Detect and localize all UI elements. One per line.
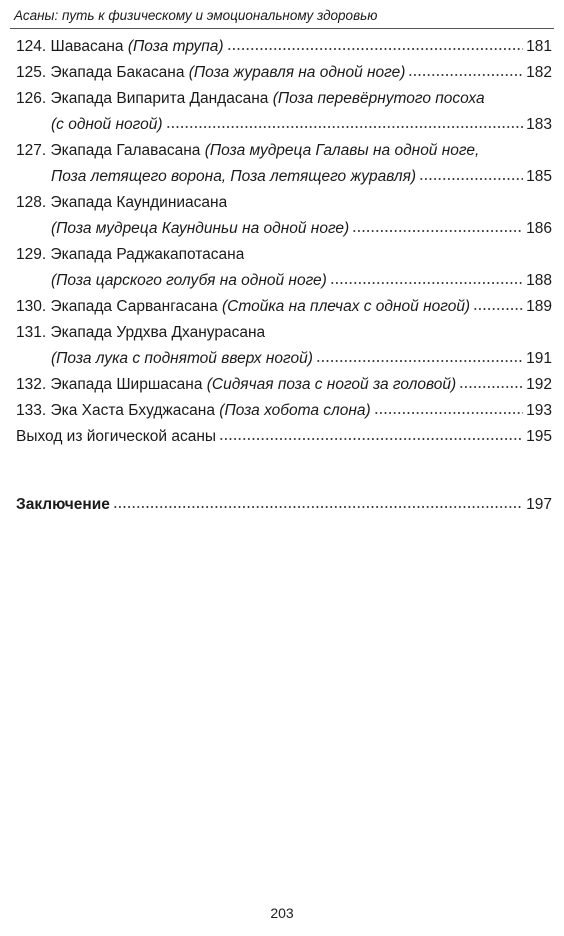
entry-pose-cont: (с одной ногой) — [51, 116, 163, 133]
entry-number: 125. — [16, 64, 47, 81]
table-of-contents — [16, 34, 558, 518]
dot-leader — [374, 401, 523, 415]
entry-page: 191 — [526, 350, 552, 367]
header-rule — [10, 28, 554, 29]
entry-pose-cont: (Поза лука с поднятой вверх ногой) — [51, 350, 313, 367]
entry-number: 124. — [16, 38, 47, 55]
entry-name: Шавасана — [50, 38, 124, 55]
entry-name: Экапада Галавасана — [50, 142, 201, 159]
entry-pose: (Поза перевёрнутого посоха — [272, 90, 485, 107]
entry-pose: (Стойка на плечах с одной ногой) — [222, 298, 471, 315]
toc-entry-conclusion[interactable] — [16, 492, 558, 518]
entry-number: 126. — [16, 90, 47, 107]
entry-page: 197 — [526, 496, 552, 513]
entry-page: 186 — [526, 220, 552, 237]
entry-name: Экапада Урдхва Дханурасана — [50, 324, 266, 341]
entry-number: 129. — [16, 246, 47, 263]
dot-leader — [352, 219, 523, 233]
entry-pose-cont: Поза летящего ворона, Поза летящего журавля) — [51, 168, 417, 185]
dot-leader — [459, 375, 523, 389]
entry-page: 181 — [526, 38, 552, 55]
toc-entry-126-cont[interactable] — [16, 112, 558, 138]
toc-entry-129[interactable] — [16, 242, 558, 268]
entry-name: Экапада Каундиниасана — [50, 194, 228, 211]
entry-pose-cont: (Поза царского голубя на одной ноге) — [51, 272, 327, 289]
entry-pose-cont: (Поза мудреца Каундиньи на одной ноге) — [51, 220, 350, 237]
entry-name: Экапада Сарвангасана — [50, 298, 218, 315]
toc-entry-129-cont[interactable] — [16, 268, 558, 294]
page-number: 203 — [270, 905, 294, 921]
toc-entry-130[interactable] — [16, 294, 558, 320]
entry-name: Экапада Раджакапотасана — [50, 246, 245, 263]
entry-name: Экапада Випарита Дандасана — [50, 90, 269, 107]
entry-number: 131. — [16, 324, 47, 341]
toc-entry-133[interactable] — [16, 398, 558, 424]
section-gap — [16, 450, 558, 492]
toc-entry-124[interactable] — [16, 34, 558, 60]
toc-entry-131-cont[interactable] — [16, 346, 558, 372]
entry-number: 132. — [16, 376, 47, 393]
dot-leader — [166, 115, 524, 129]
entry-pose: (Сидячая поза с ногой за головой) — [206, 376, 457, 393]
entry-page: 189 — [526, 298, 552, 315]
entry-page: 188 — [526, 272, 552, 289]
entry-name: Выход из йогической асаны — [16, 428, 217, 445]
toc-entry-125[interactable] — [16, 60, 558, 86]
toc-entry-exit[interactable] — [16, 424, 558, 450]
entry-page: 182 — [526, 64, 552, 81]
toc-entry-127[interactable] — [16, 138, 558, 164]
entry-number: 130. — [16, 298, 47, 315]
dot-leader — [408, 63, 523, 77]
entry-page: 195 — [526, 428, 552, 445]
entry-pose: (Поза трупа) — [127, 38, 224, 55]
entry-name: Экапада Ширшасана — [50, 376, 203, 393]
entry-number: 128. — [16, 194, 47, 211]
toc-entry-128-cont[interactable] — [16, 216, 558, 242]
toc-entry-132[interactable] — [16, 372, 558, 398]
running-header: Асаны: путь к физическому и эмоциональному здоровью — [14, 8, 378, 23]
entry-page: 192 — [526, 376, 552, 393]
dot-leader — [473, 297, 523, 311]
dot-leader — [219, 427, 523, 441]
dot-leader — [316, 349, 523, 363]
entry-number: 127. — [16, 142, 47, 159]
dot-leader — [330, 271, 523, 285]
dot-leader — [419, 167, 523, 181]
dot-leader — [227, 37, 524, 51]
entry-page: 193 — [526, 402, 552, 419]
toc-entry-127-cont[interactable] — [16, 164, 558, 190]
entry-pose: (Поза журавля на одной ноге) — [188, 64, 406, 81]
entry-name: Эка Хаста Бхуджасана — [50, 402, 215, 419]
entry-page: 185 — [526, 168, 552, 185]
entry-number: 133. — [16, 402, 47, 419]
entry-pose: (Поза мудреца Галавы на одной ноге, — [204, 142, 480, 159]
entry-page: 183 — [526, 116, 552, 133]
toc-entry-126[interactable] — [16, 86, 558, 112]
entry-pose: (Поза хобота слона) — [219, 402, 371, 419]
entry-name: Заключение — [16, 496, 110, 513]
entry-name: Экапада Бакасана — [50, 64, 185, 81]
toc-entry-128[interactable] — [16, 190, 558, 216]
toc-entry-131[interactable] — [16, 320, 558, 346]
dot-leader — [113, 495, 523, 509]
